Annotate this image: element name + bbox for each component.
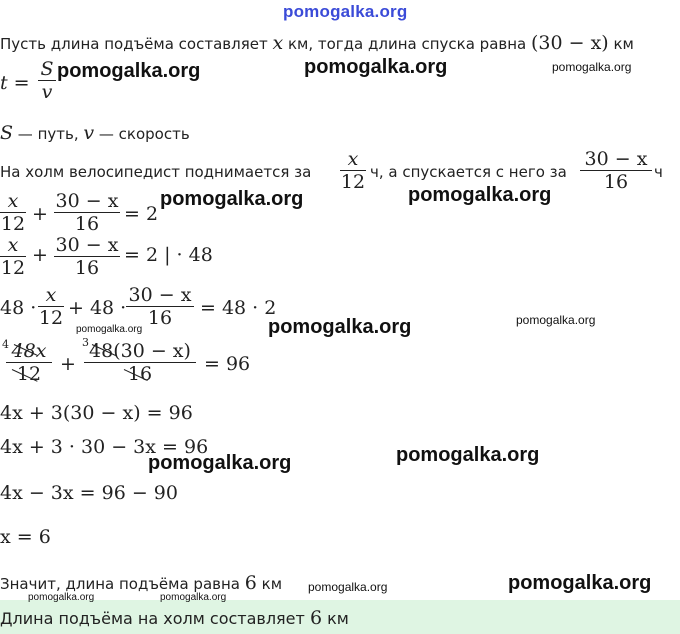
- unit-km: км: [608, 35, 634, 53]
- eq4-cancel2: 3: [82, 336, 89, 349]
- watermark: pomogalka.org: [160, 188, 304, 210]
- watermark: pomogalka.org: [57, 60, 201, 82]
- var-x: x: [272, 32, 284, 54]
- frac-den: 16: [147, 307, 173, 329]
- eq2-rhs: = 2 | · 48: [124, 244, 213, 266]
- watermark: pomogalka.org: [516, 313, 596, 327]
- unit-km: км: [256, 575, 283, 593]
- frac-num: x: [347, 148, 359, 170]
- eq6: 4x + 3 · 30 − 3x = 96: [0, 436, 209, 458]
- intro-mid: км, тогда длина спуска равна: [283, 35, 531, 53]
- intro-text: Пусть длина подъёма составляет: [0, 35, 273, 53]
- time-text-c: ч: [654, 163, 663, 181]
- eq3-mid: + 48 ·: [68, 297, 127, 319]
- eq4-rhs: = 96: [204, 353, 251, 375]
- definitions-line: [0, 122, 190, 144]
- frac-den: 16: [74, 213, 100, 235]
- frac-num: 30 − x: [584, 148, 648, 170]
- frac-num: 30 − x: [55, 190, 119, 212]
- frac-den: 12: [0, 213, 26, 235]
- fraction-s-v: [38, 58, 56, 103]
- frac-num: 30 − x: [55, 234, 119, 256]
- watermark: pomogalka.org: [396, 444, 540, 466]
- frac-den: 12: [340, 171, 366, 193]
- conclusion-value: 6: [244, 572, 257, 594]
- frac-den: 16: [74, 257, 100, 279]
- eq7: 4x − 3x = 96 − 90: [0, 482, 178, 504]
- intro-line: [0, 32, 634, 54]
- frac-num: x: [7, 190, 19, 212]
- eq4-cancel1: 4: [2, 338, 9, 351]
- watermark: pomogalka.org: [408, 184, 552, 206]
- eq1-plus: +: [32, 203, 48, 225]
- watermark: pomogalka.org: [148, 452, 292, 474]
- watermark: pomogalka.org: [552, 60, 632, 74]
- frac-num: x: [45, 284, 57, 306]
- watermark: pomogalka.org: [508, 572, 652, 594]
- watermark: pomogalka.org: [308, 580, 388, 594]
- frac-num: 48(30 − x): [89, 340, 191, 362]
- var-s: S: [0, 122, 14, 144]
- fraction-up-time: [340, 148, 366, 193]
- watermark: pomogalka.org: [76, 324, 143, 335]
- eq3-frac1: [38, 284, 64, 329]
- frac-num: 30 − x: [128, 284, 192, 306]
- eq2-plus: +: [32, 244, 48, 266]
- frac-num: 48x: [11, 340, 47, 362]
- unit-km: км: [322, 609, 349, 628]
- eq1-rhs: = 2: [124, 203, 159, 225]
- var-v: v: [83, 122, 95, 144]
- answer-line: [0, 607, 349, 629]
- formula-t: t =: [0, 72, 30, 94]
- watermark: pomogalka.org: [160, 592, 227, 603]
- eq3-rhs: = 48 · 2: [200, 297, 277, 319]
- frac-num: x: [7, 234, 19, 256]
- watermark-top: pomogalka.org: [283, 2, 408, 21]
- answer-banner: [0, 600, 680, 634]
- eq5: 4x + 3(30 − x) = 96: [0, 402, 193, 424]
- watermark: pomogalka.org: [28, 592, 95, 603]
- eq3-frac2: [126, 284, 194, 329]
- fraction-down-time: [580, 148, 652, 193]
- descent-expr: (30 − x): [531, 32, 609, 54]
- time-text-b: ч, а спускается с него за: [370, 163, 567, 181]
- conclusion-line: [0, 572, 282, 594]
- eq2-frac1: [0, 234, 26, 279]
- eq3-lhs: 48 ·: [0, 297, 37, 319]
- conclusion-text: Значит, длина подъёма равна: [0, 575, 245, 593]
- eq4-plus: +: [60, 353, 76, 375]
- frac-den: 16: [603, 171, 629, 193]
- def-path: — путь,: [13, 125, 84, 143]
- frac-num: S: [40, 58, 54, 80]
- frac-den: 12: [0, 257, 26, 279]
- watermark: pomogalka.org: [304, 56, 448, 78]
- eq2-frac2: [54, 234, 120, 279]
- time-text-a: На холм велосипедист поднимается за: [0, 163, 312, 181]
- def-speed: — скорость: [94, 125, 190, 143]
- answer-value: 6: [309, 607, 323, 629]
- watermark: pomogalka.org: [268, 316, 412, 338]
- frac-den: 16: [127, 363, 153, 385]
- frac-den: 12: [38, 307, 64, 329]
- frac-den: 12: [16, 363, 42, 385]
- frac-den: v: [41, 81, 53, 103]
- eq8: x = 6: [0, 526, 51, 548]
- eq4-frac2: [84, 340, 196, 385]
- eq1-frac2: [54, 190, 120, 235]
- eq1-frac1: [0, 190, 26, 235]
- answer-text: Длина подъёма на холм составляет: [0, 609, 310, 628]
